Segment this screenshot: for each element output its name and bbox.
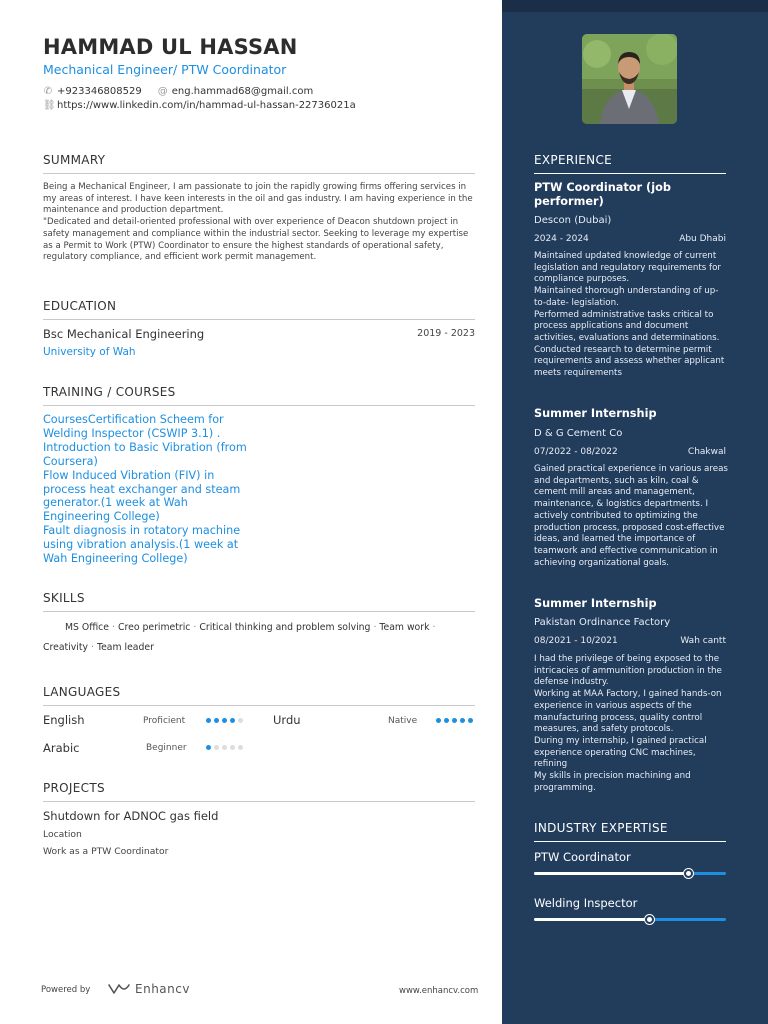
rating-dot <box>206 718 211 723</box>
text-line: Working at MAA Factory, I gained hands-on experience in various aspects of the manufacturing process, quality control measures, and safety protocols. <box>534 689 722 735</box>
text-line: During my internship, I gained practical experience operating CNC machines, refining <box>534 735 707 770</box>
expertise-bar-fill <box>534 918 649 921</box>
text-line: Gained practical experience in various areas and departments, such as kiln, coal & cement mill areas and management, maintenance, & logistics departments. I actively contributed to optimizing the production process, proposed cost-effective ideas, and learned the importance of teamwork and effective communication in achieving organizational goals. <box>534 464 728 568</box>
text-line: Maintained thorough understanding of up-to-date- legislation. <box>534 286 719 308</box>
text-line: "Dedicated and detail-oriented professional with over experience of Deacon shutdown project in safety management and compliance within the industrial sector. Seeking to leverage my expertise as a Permit to Work (PTW) Coordinator to ensure the highest standards of operational safety, regulatory compliance, and efficient work permit management. <box>43 217 469 263</box>
rating-dot <box>214 745 219 750</box>
sidebar-column <box>502 0 768 1024</box>
job-dates: 08/2021 - 10/2021 <box>534 636 618 646</box>
job-description <box>534 464 730 569</box>
skill-item: Team leader <box>96 642 154 653</box>
language-rating <box>206 745 243 750</box>
job-location: Wah cantt <box>680 636 726 646</box>
rating-dot <box>460 718 465 723</box>
skills-row: Creativity · Team leader <box>43 642 154 653</box>
education-dates: 2019 - 2023 <box>417 328 475 339</box>
projects-heading: PROJECTS <box>43 781 475 802</box>
phone-text[interactable]: +923346808529 <box>57 86 142 97</box>
job-dates: 07/2022 - 08/2022 <box>534 447 618 457</box>
enhancv-logo-icon <box>107 982 131 996</box>
expertise-name: Welding Inspector <box>534 896 638 910</box>
education-school: University of Wah <box>43 346 136 358</box>
rating-dot <box>214 718 219 723</box>
footer-url[interactable]: www.enhancv.com <box>399 986 479 996</box>
language-level: Native <box>388 716 418 726</box>
rating-dot <box>238 718 243 723</box>
job-title: Summer Internship <box>534 407 657 420</box>
expertise-heading: INDUSTRY EXPERTISE <box>534 821 726 842</box>
rating-dot <box>468 718 473 723</box>
powered-by-label: Powered by <box>41 985 91 995</box>
language-rating <box>436 718 473 723</box>
project-location: Location <box>43 829 82 840</box>
skill-item: Creativity <box>43 642 88 653</box>
education-heading: EDUCATION <box>43 299 475 320</box>
job-location: Abu Dhabi <box>679 234 726 244</box>
language-level: Proficient <box>143 716 186 726</box>
enhancv-logo[interactable] <box>107 982 190 996</box>
text-line: Introduction to Basic Vibration (from Coursera) <box>43 440 247 468</box>
job-location: Chakwal <box>687 447 726 457</box>
job-description <box>534 251 730 380</box>
project-title: Shutdown for ADNOC gas field <box>43 809 219 823</box>
language-name: English <box>43 713 85 727</box>
text-line: Performed administrative tasks critical to process applications and document activities, evaluations and determinations. <box>534 309 720 343</box>
rating-dot <box>222 745 227 750</box>
training-list <box>43 413 258 566</box>
text-line: Flow Induced Vibration (FIV) in process heat exchanger and steam generator.(1 week at Wah Engineering College) <box>43 468 241 524</box>
candidate-name: HAMMAD UL HASSAN <box>43 35 298 59</box>
rating-dot <box>206 745 211 750</box>
contact-row <box>43 86 313 97</box>
profile-photo-image <box>582 34 677 124</box>
email-text[interactable]: eng.hammad68@gmail.com <box>171 86 314 97</box>
job-company: Pakistan Ordinance Factory <box>534 617 671 628</box>
language-rating <box>206 718 243 723</box>
rating-dot <box>238 745 243 750</box>
skills-heading: SKILLS <box>43 591 475 612</box>
rating-dot <box>230 718 235 723</box>
text-line: CoursesCertification Scheem for Welding Inspector (CSWIP 3.1) . <box>43 413 224 440</box>
brand-name: Enhancv <box>135 982 190 996</box>
job-title: PTW Coordinator (job performer) <box>534 181 671 208</box>
training-heading: TRAINING / COURSES <box>43 385 475 406</box>
text-line: I had the privilege of being exposed to the intricacies of ammunition production in the defense industry. <box>534 654 722 688</box>
language-name: Urdu <box>273 713 301 727</box>
text-line: Fault diagnosis in rotatory machine using vibration analysis.(1 week at Wah Engineering College) <box>43 524 241 566</box>
sidebar-top-strip <box>502 0 768 12</box>
text-line: Maintained updated knowledge of current legislation and regulatory requirements for compliance purposes. <box>534 251 721 285</box>
languages-heading: LANGUAGES <box>43 685 475 706</box>
text-line: Conducted research to determine permit requirements and assess whether applicant meets requirements <box>534 344 725 379</box>
education-degree: Bsc Mechanical Engineering <box>43 327 205 341</box>
text-line: My skills in precision machining and programming. <box>534 771 691 793</box>
language-name: Arabic <box>43 741 80 755</box>
linkedin-row <box>43 100 356 111</box>
language-level: Beginner <box>146 743 187 753</box>
skill-item: Team work <box>379 622 430 633</box>
rating-dot <box>230 745 235 750</box>
expertise-bar <box>534 918 726 921</box>
project-description: Work as a PTW Coordinator <box>43 846 169 857</box>
text-line: Being a Mechanical Engineer, I am passionate to join the rapidly growing firms offering services in my areas of interest. I have keen interests in the oil and gas industry. I am having experience in the maintenance and production department. <box>43 182 473 216</box>
expertise-bar-knob <box>684 869 693 878</box>
rating-dot <box>444 718 449 723</box>
profile-photo <box>582 34 677 124</box>
experience-heading: EXPERIENCE <box>534 153 726 174</box>
job-title: Summer Internship <box>534 597 657 610</box>
expertise-bar-fill <box>534 872 688 875</box>
skill-item: Creo perimetric <box>117 622 191 633</box>
job-description <box>534 654 730 794</box>
summary-text <box>43 182 475 264</box>
rating-dot <box>222 718 227 723</box>
skills-row: MS Office · Creo perimetric · Critical thinking and problem solving · Team work · <box>65 622 436 633</box>
job-company: D & G Cement Co <box>534 428 623 439</box>
linkedin-link[interactable]: https://www.linkedin.com/in/hammad-ul-hassan-22736021a <box>57 100 356 111</box>
job-company: Descon (Dubai) <box>534 215 612 226</box>
expertise-name: PTW Coordinator <box>534 850 631 864</box>
rating-dot <box>452 718 457 723</box>
job-dates: 2024 - 2024 <box>534 234 589 244</box>
skill-item: MS Office <box>65 622 110 633</box>
expertise-bar <box>534 872 726 875</box>
expertise-bar-knob <box>645 915 654 924</box>
rating-dot <box>436 718 441 723</box>
skills-list <box>43 618 463 658</box>
summary-heading: SUMMARY <box>43 153 475 174</box>
link-icon: ⛓ <box>43 100 56 111</box>
skill-item: Critical thinking and problem solving <box>199 622 371 633</box>
candidate-title: Mechanical Engineer/ PTW Coordinator <box>43 62 287 77</box>
at-icon: @ <box>157 86 168 97</box>
phone-icon: ✆ <box>43 86 53 97</box>
